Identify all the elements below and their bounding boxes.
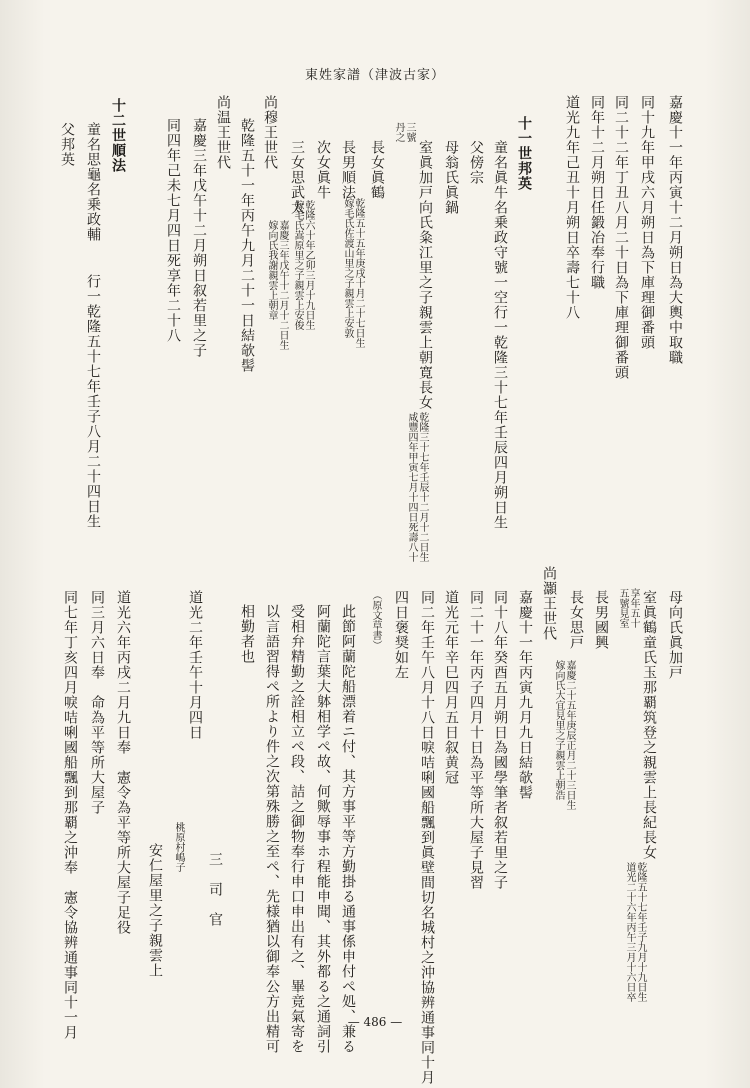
note-line: 嘉慶二十五年庚辰正月二十三日生 [564,660,575,810]
text-column: 童名眞牛名乗政守號一空行一乾隆三十七年壬辰四月朔日生 [492,140,508,530]
page-number: — 486 — [347,1015,403,1029]
note-line: 丹之 [393,122,404,142]
note-line: 道光二十六年丙午三月十六日卒 [624,862,635,1002]
text-column: 三女思武太 [289,140,305,215]
text-column: 次女眞牛 [315,140,331,200]
note-line: 五號見室 [617,588,628,628]
text-column: 童名思龜名乗政輔 [85,122,101,242]
annotation-note [342,198,363,348]
text-column: 受相弁精勤之詮相立ぺ段、詰之御物奉行申口申出有之、畢竟氣寄を [289,604,305,1054]
note-line: 乾隆五十五年庚戌十月二十七日生 [353,198,364,348]
text-column: 長女思戸 [568,590,584,650]
annotation-note [406,412,427,562]
annotation-note [393,122,414,142]
text-column: 嘉慶十一年丙寅十二月朔日為大輿中取職 [667,95,683,365]
note-line: 乾隆六十年乙卯三月十九日生 [303,200,314,330]
text-column: 道光元年辛巳四月五日叙黄冠 [443,590,459,785]
text-column: 此節阿蘭陀船漂着ニ付、其方事平等方勤掛る通事係申付ぺ処、兼る [340,604,356,1054]
text-column: 同年十二月朔日任鍛冶奉行職 [589,95,605,290]
reign-heading: 尚温王世代 [215,95,231,170]
text-column: 同二年壬午八月十八日唳咭唎國船飄到眞壁間切名城村之沖協辨通事同十月 [419,590,435,1085]
text-column: 道光九年己丑十月朔日卒壽七十八 [564,95,580,320]
signature-title: 三 司 官 [207,852,223,927]
page-header: 東姓家譜（津波古家） [304,68,445,83]
text-column: 嘉慶三年戊午十二月朔日叙若里之子 [191,118,207,358]
annotation-note [624,862,645,1002]
annotation-note [266,220,287,350]
text-column: 道光六年丙戌二月九日奉 憲令為平等所大屋子足役 [115,590,131,935]
text-column: 母翁氏眞鍋 [443,140,459,215]
text-column: 四日褒奨如左 [393,590,409,680]
text-column: 道光二年壬午十月四日 [187,590,203,740]
note-label: （原文草書） [370,590,381,650]
text-column: 母向氏眞加戸 [667,590,683,680]
text-column: 嘉慶十一年丙寅九月九日結欹髻 [517,590,533,800]
note-line: 乾隆三十七年壬辰十二月十二日生 [417,412,428,562]
note-line: 嫁向氏我謝親雲上朝章 [266,220,277,320]
note-line: 三號 [404,122,415,142]
annotation-note [617,588,638,628]
text-column: 以言語習得ぺ所より件之次第殊勝之至ぺ、先様猶以御奉公方出精可 [264,604,280,1054]
text-column: 乾隆五十一年丙午九月二十一日結欹髻 [239,118,255,373]
text-column: 室眞加戸向氏粂江里之子親雲上朝寛長女 [417,140,433,410]
text-column: 長男順法 [340,140,356,200]
note-line: 嫁毛氏佐渡山里之子親雲上安敦 [342,198,353,338]
text-column: 相勤者也 [239,604,255,664]
text-column: 阿蘭陀言葉大躰相学ぺ故、何歟辱事ホ程能申聞、其外都る之通詞引 [315,604,331,1054]
text-column: 父傍宗 [468,140,484,185]
generation-heading: 十二世順法 [110,98,126,173]
annotation-note [292,200,313,330]
text-column: 行一乾隆五十七年壬子八月二十四日生 [85,274,101,529]
text-column: 長女眞鶴 [369,140,385,200]
signature-name: 安仁屋里之子親雲上 [147,843,163,978]
reign-heading: 尚灝王世代 [541,566,557,641]
generation-heading: 十一世邦英 [516,116,532,191]
text-column: 同十九年甲戌六月朔日為下庫理御番頭 [639,95,655,350]
text-column: 同二十一年丙子四月十日為平等所大屋子見習 [468,590,484,890]
text-column: 父邦英 [59,122,75,167]
note-line: 嘉慶三年戊午十二月十二日生 [277,220,288,350]
note-label: 桃原村嶋子 [173,822,184,872]
text-column: 同三月六日奉 命為平等所大屋子 [89,590,105,815]
reign-heading: 尚穆王世代 [262,95,278,170]
text-column: 長男國興 [593,590,609,650]
note-line: 咸豐四年甲寅七月十四日死壽八十 [406,412,417,562]
note-line: 乾隆五十七年壬子九月十九日生 [635,862,646,1002]
annotation-note [553,660,574,810]
text-column: 同二十二年丁丑八月二十日為下庫理御番頭 [613,95,629,380]
text-column: 同七年丁亥四月唳咭唎國船飄到那覇之沖奉 憲令協辨通事同十一月 [62,590,78,1040]
text-column: 同四年己未七月四日死享年二十八 [165,118,181,343]
note-line: 嫁毛氏嵩原里之子親雲上安俊 [292,200,303,330]
text-column: 室眞鶴童氏玉那覇筑登之親雲上長紀長女 [641,590,657,860]
text-column: 同十八年癸酉五月朔日為國學筆者叙若里之子 [492,590,508,890]
note-line: 嫁向氏大宜見里之子親雲上朝浩 [553,660,564,800]
note-line: 享年五十 [628,588,639,628]
